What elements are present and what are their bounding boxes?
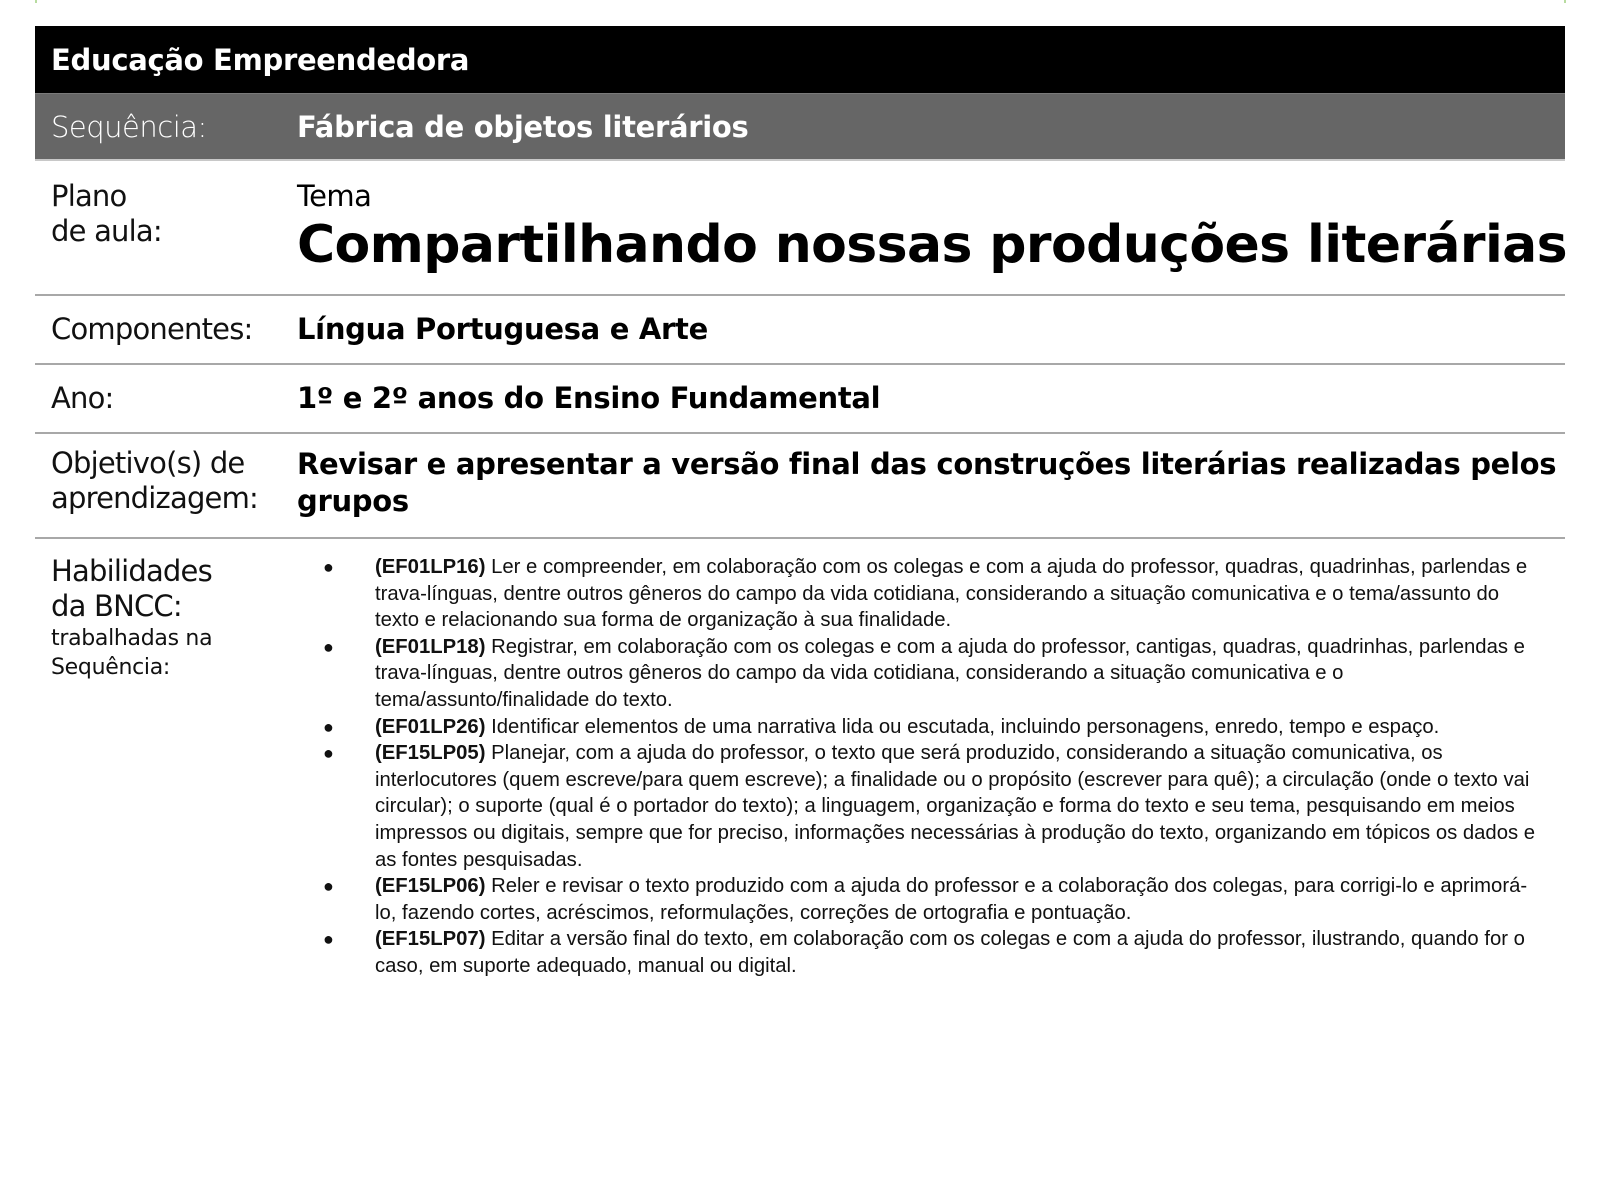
bullet-icon: ● xyxy=(323,557,334,577)
lesson-plan-document xyxy=(35,26,1568,980)
header-bar xyxy=(35,26,1565,93)
bullet-icon: ● xyxy=(323,929,334,950)
skill-code: (EF15LP06) xyxy=(375,875,486,898)
habilidades-list xyxy=(297,554,1565,980)
bullet-icon: ● xyxy=(323,636,334,657)
skill-code: (EF15LP05) xyxy=(375,742,486,765)
habilidades-label-line2: da BNCC: xyxy=(51,589,182,623)
plano-label xyxy=(35,179,297,294)
plano-label-line1: Plano xyxy=(51,179,127,213)
objetivo-label-line2: aprendizagem: xyxy=(51,481,259,515)
list-item xyxy=(297,926,1545,979)
skill-code: (EF01LP16) xyxy=(375,556,486,578)
list-item xyxy=(297,873,1545,926)
list-item xyxy=(297,740,1545,873)
habilidades-row xyxy=(35,539,1565,980)
list-item xyxy=(297,554,1545,634)
ano-value: 1º e 2º anos do Ensino Fundamental xyxy=(297,381,881,415)
sequence-value: Fábrica de objetos literários xyxy=(297,109,749,144)
skill-text: Registrar, em colaboração com os colegas e com a ajuda do professor, cantigas, quadras, quadrinhas, parlendas e trava-línguas, dentre outros gêneros do campo da vida cotidiana, considerando a situação comunicativa e o tema/assunto/finalidade do texto. xyxy=(375,635,1525,711)
page-corner-mark-right xyxy=(1564,0,1566,3)
bullet-icon: ● xyxy=(323,743,334,764)
componentes-row xyxy=(35,296,1565,365)
list-item xyxy=(297,714,1545,741)
plano-value xyxy=(297,179,1567,294)
skill-text: Ler e compreender, em colaboração com os colegas e com a ajuda do professor, quadras, quadrinhas, parlendas e trava-línguas, dentre outros gêneros do campo da vida cotidiana, considerando a situação comunicativa e o tema/assunto do texto e relacionando sua forma de organização à sua finalidade. xyxy=(375,556,1528,632)
habilidades-sub-line2: Sequência: xyxy=(51,655,170,680)
tema-title: Compartilhando nossas produções literárias xyxy=(297,215,1568,275)
plano-row xyxy=(35,161,1568,296)
objetivo-label xyxy=(35,446,297,537)
skill-text: Editar a versão final do texto, em colaboração com os colegas e com a ajuda do professor, ilustrando, quando for o caso, em suporte adequado, manual ou digital. xyxy=(375,928,1525,977)
program-title: Educação Empreendedora xyxy=(51,42,470,77)
skill-text: Identificar elementos de uma narrativa lida ou escutada, incluindo personagens, enredo, tempo e espaço. xyxy=(485,715,1440,738)
sequence-bar xyxy=(35,93,1565,161)
habilidades-label xyxy=(35,554,297,980)
plano-label-line2: de aula: xyxy=(51,214,162,248)
ano-label: Ano: xyxy=(51,381,114,415)
skill-text: Planejar, com a ajuda do professor, o texto que será produzido, considerando a situação comunicativa, os interlocutores (quem escreve/para quem escreve); a finalidade ou o propósito (escrever para quê); a circulação (onde o texto vai circular); o suporte (qual é o portador do texto); a linguagem, organização e forma do texto e seu tema, pesquisando em meios impressos ou digitais, sempre que for preciso, informações necessárias à produção do texto, organizando em tópicos os dados e as fontes pesquisadas. xyxy=(375,742,1536,871)
tema-label: Tema xyxy=(297,179,372,213)
habilidades-sub-line1: trabalhadas na xyxy=(51,626,213,651)
page-corner-mark-left xyxy=(35,0,37,3)
bullet-icon: ● xyxy=(323,876,334,897)
objetivo-value: Revisar e apresentar a versão final das construções literárias realizadas pelos grupos xyxy=(297,447,1557,518)
skill-code: (EF01LP26) xyxy=(375,715,486,738)
objetivo-row xyxy=(35,434,1565,539)
componentes-label: Componentes: xyxy=(51,312,253,346)
skill-text: Reler e revisar o texto produzido com a ajuda do professor e a colaboração dos colegas, para corrigi-lo e aprimorá-lo, fazendo cortes, acréscimos, reformulações, correções de ortografia e pontuação. xyxy=(375,875,1528,924)
list-item xyxy=(297,634,1545,714)
objetivo-label-line1: Objetivo(s) de xyxy=(51,446,245,480)
habilidades-label-line1: Habilidades xyxy=(51,554,212,588)
bullet-icon: ● xyxy=(323,716,334,737)
sequence-label: Sequência: xyxy=(51,109,207,144)
componentes-value: Língua Portuguesa e Arte xyxy=(297,312,708,346)
skill-code: (EF01LP18) xyxy=(375,635,486,658)
skill-code: (EF15LP07) xyxy=(375,928,486,951)
ano-row xyxy=(35,365,1565,434)
